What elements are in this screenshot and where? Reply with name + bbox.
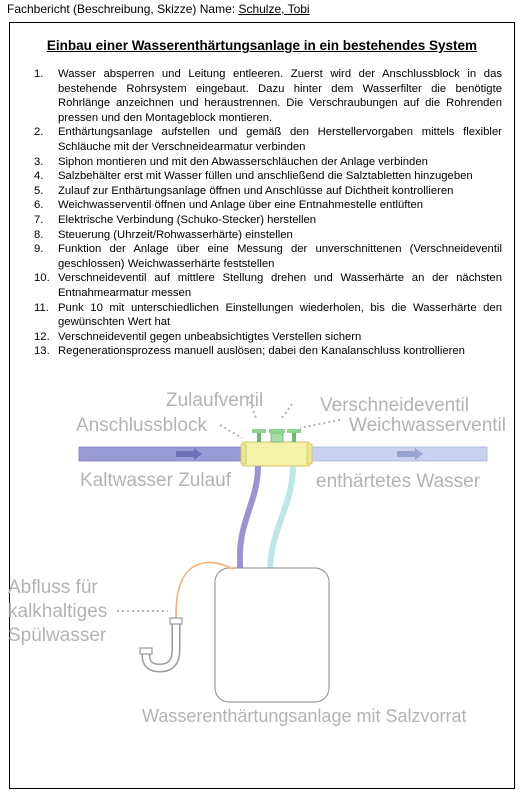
step-text: Weichwasserventil öffnen und Anlage über eine Entnahmestelle entlüften [58,199,424,212]
leader-line-connection-block [220,425,242,438]
step-number: 7. [34,213,44,226]
block-flange-left [241,444,246,464]
step-text: Verschneideventil gegen unbeabsichtigtes Verstellen sichern [58,330,362,343]
step-number: 4. [34,170,44,183]
label-cold-water-inlet: Kaltwasser Zulauf [80,470,232,491]
step-number: 2. [34,126,44,139]
blending-valve-body [271,433,283,442]
soft-water-valve-handle [287,429,301,433]
step-text: Elektrische Verbindung (Schuko-Stecker) herstellen [58,213,317,226]
label-softened-water: enthärtetes Wasser [316,471,481,492]
inlet-valve-stem [257,432,261,442]
step-number: 10. [34,272,50,285]
siphon-outlet [140,648,152,654]
step-text: Steuerung (Uhrzeit/Rohwasserhärte) einstellen [58,228,293,241]
label-connection-block: Anschlussblock [76,415,207,436]
step-number: 1. [34,68,44,80]
soft-water-pipe [303,447,487,461]
step-text: Punk 10 mit unterschiedlichen Einstellungen wiederholen, bis die Wasserhärte den gewünschten Wert hat [58,301,502,329]
label-soft-water-valve: Weichwasserventil [349,415,506,436]
label-softener-unit: Wasserenthärtungsanlage mit Salzvorrat [142,706,467,726]
outlet-hose [270,466,293,572]
step-number: 8. [34,228,44,241]
label-blending-valve: Verschneideventil [320,395,469,416]
step-number: 12. [34,330,50,343]
label-drain-line2: kalkhaltiges [8,601,108,622]
inlet-hose [240,466,258,572]
siphon-inlet [170,618,182,624]
step-text: Siphon montieren und mit den Abwasserschläuchen der Anlage verbinden [58,155,428,168]
blending-valve-handle [269,429,285,433]
header-prefix: Fachbericht (Beschreibung, Skizze) Name: [7,2,239,16]
step-text: Funktion der Anlage über eine Messung der unverschnittenen (Verschneideventil geschlossen) Weichwasserhärte feststellen [58,243,502,270]
step-text: Enthärtungsanlage aufstellen und gemäß den Herstellervorgaben mittels flexibler Schläuche mit der Verschneidearmatur verbinden [58,126,502,153]
connection-block [243,442,309,466]
block-flange-right [307,444,312,464]
step-number: 9. [34,243,44,256]
step-number: 3. [34,155,44,168]
cold-water-pipe [79,447,247,461]
step-text: Wasser absperren und Leitung entleeren. Zuerst wird der Anschlussblock in das bestehende Rohrsystem eingebaut. Dazu hinter dem Wasserfilter die benötigte Rohrlänge anzeichnen und heraustrennen. Die Verschraubungen auf die Rohrenden pressen und den Montageblock montieren. [58,68,502,124]
soft-water-valve-stem [292,432,296,442]
report-title: Einbau einer Wasserenthärtungsanlage in ein bestehendes System [46,38,478,53]
leader-line-soft-water-valve [300,420,340,428]
inlet-valve-handle [252,429,266,433]
step-number: 13. [34,345,50,358]
step-number: 5. [34,184,44,197]
softener-unit [215,568,329,702]
step-text: Regenerationsprozess manuell auslösen; dabei den Kanalanschluss kontrollieren [58,345,465,358]
step-text: Zulauf zur Enthärtungsanlage öffnen und Anschlüsse auf Dichtheit kontrollieren [58,184,454,197]
author-name: Schulze, Tobi [238,2,310,16]
label-drain-line3: Spülwasser [8,625,107,646]
leader-line-blending-valve [282,404,292,418]
label-drain-line1: Abfluss für [8,577,98,598]
step-text: Verschneideventil auf mittlere Stellung drehen und Wasserhärte an der nächsten Entnahmearmatur messen [58,272,502,299]
label-inlet-valve: Zulaufventil [166,390,264,411]
step-number: 6. [34,199,44,212]
step-text: Salzbehälter erst mit Wasser füllen und anschließend die Salztabletten hinzugeben [58,170,473,183]
step-number: 11. [34,301,49,314]
